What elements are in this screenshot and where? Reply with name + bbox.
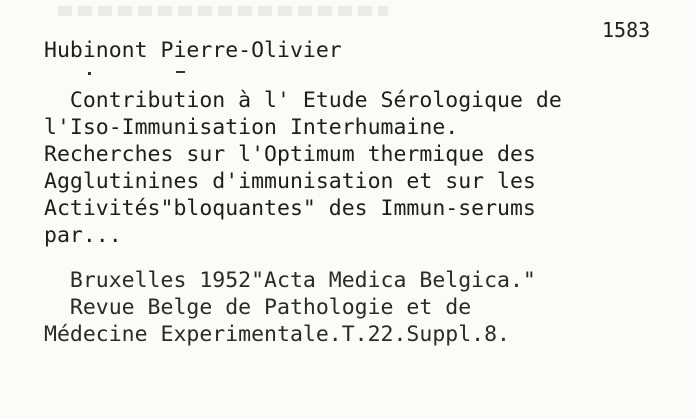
title-line-4: Agglutinines d'immunisation et sur les <box>44 169 536 194</box>
title-line-1: Contribution à l' Etude Sérologique de <box>44 88 562 113</box>
publication-line-2: Revue Belge de Pathologie et de <box>44 295 472 320</box>
title-line-6: par... <box>44 223 122 248</box>
title-line-3: Recherches sur l'Optimum thermique des <box>44 142 536 167</box>
ink-speck <box>88 72 91 75</box>
publication-line-1: Bruxelles 1952"Acta Medica Belgica." <box>44 268 536 293</box>
author-name: Hubinont Pierre-Olivier <box>44 38 342 63</box>
ink-speck <box>176 71 185 73</box>
title-line-5: Activités"bloquantes" des Immun-serums <box>44 196 536 221</box>
title-line-2: l'Iso-Immunisation Interhumaine. <box>44 115 459 140</box>
bleed-through-text <box>58 6 388 16</box>
card-number: 1583 <box>602 18 651 42</box>
publication-line-3: Médecine Experimentale.T.22.Suppl.8. <box>44 322 510 347</box>
